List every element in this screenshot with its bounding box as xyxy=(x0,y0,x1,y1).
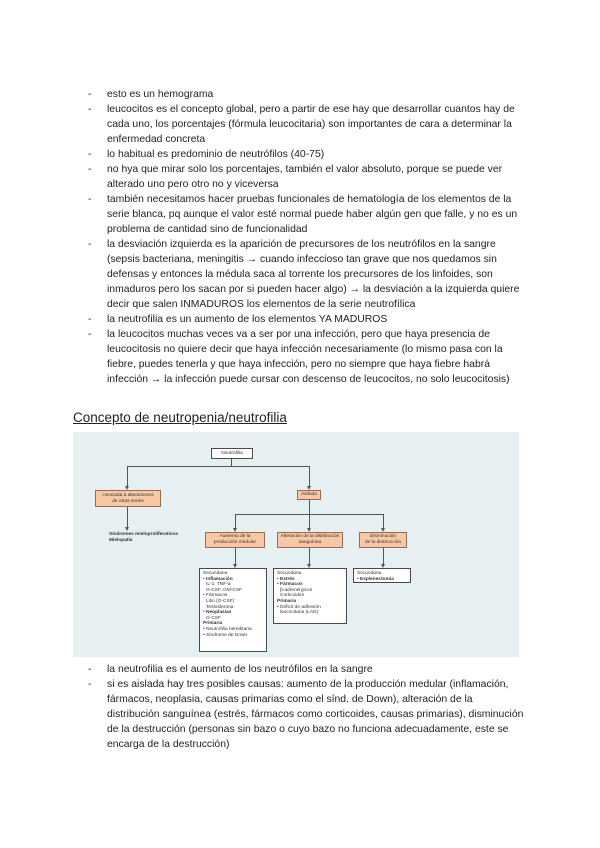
neutrophilia-flowchart xyxy=(73,432,519,657)
note-item: - la leucocitos muchas veces va a ser por una infección, pero que haya presencia de leucocitosis no quiere decir que haya infección necesariamente (lo mismo pasa con la fiebre, puedes tenerla y que haya infección, pero no siempre que haya fiebre habrá infección → la infección puede cursar con descenso de leucocitos, no solo leucocitosis) xyxy=(88,327,524,387)
detail-line: β-adrenérgicos xyxy=(280,587,313,593)
connector-line xyxy=(235,548,236,564)
connector-line xyxy=(309,466,310,486)
note-item: - si es aislada hay tres posibles causas: aumento de la producción medular (inflamación, fármacos, neoplasia, causas primarias como el sínd. de Down), alteración de la distribución sanguínea (estrés, fármacos como corticoides, causas primarias), disminución de la destrucción (personas sin bazo o cuyo bazo no funciona adecuadamente, este se encarga de la destrucción) xyxy=(88,677,524,752)
detail-line: leucocitaria (LAD) xyxy=(280,610,319,616)
box-label: Aumento de la xyxy=(219,534,251,540)
left-branch-box xyxy=(95,490,161,507)
connector-line xyxy=(231,458,232,466)
detail-box-distribution xyxy=(273,568,347,624)
detail-line: Corticoides xyxy=(280,593,304,599)
box-label: Asociada a alteraciones xyxy=(102,492,154,498)
detail-line: • Inflamación xyxy=(203,576,233,582)
box-label: de la destrucción xyxy=(364,540,402,545)
box-label: Mielopatía xyxy=(109,538,133,543)
note-item: - también necesitamos hacer pruebas funcionales de hematología de los elementos de la serie blanca, pq aunque el valor esté normal puede haber algún gen que falle, y no es un problema de cantidad sino de funcionalidad xyxy=(88,192,524,237)
note-item: - leucocitos es el concepto global, pero a partir de ese hay que desarrollar cuantos hay de cada uno, los porcentajes (fórmula leucocitaria) son importantes de cara a determinar la enfermedad concreta xyxy=(88,102,524,147)
box-label: Disminución xyxy=(369,534,397,540)
detail-line: G-CSF, GM-CSF xyxy=(206,587,242,593)
notes-list-top xyxy=(88,87,524,387)
box-label: Síndromes mieloproliferativos xyxy=(109,532,179,538)
detail-line: G-CSF xyxy=(206,615,221,621)
detail-line: • Neutrofilia hereditaria xyxy=(203,626,252,632)
detail-line: • Fármacos xyxy=(203,593,228,599)
connector-line xyxy=(383,514,384,528)
detail-line: Testosterona xyxy=(206,604,234,610)
connector-line xyxy=(309,548,310,564)
box-label: Alteración de la distribución xyxy=(280,534,340,540)
detail-box-destruction xyxy=(353,568,411,583)
left-result-box xyxy=(107,531,181,545)
cause-box-production xyxy=(205,532,265,548)
connector-line xyxy=(309,514,310,528)
detail-line: • Estrés xyxy=(277,576,295,582)
note-item: - no hya que mirar solo los porcentajes, también el valor absoluto, porque se puede ver alterado uno pero otro no y viceversa xyxy=(88,162,524,192)
detail-line: Litio (G-CSF) xyxy=(206,598,235,604)
detail-line: IL-1, TNF-α xyxy=(206,582,231,588)
detail-line: Primaria xyxy=(203,621,223,627)
right-branch-box xyxy=(297,490,321,500)
connector-line xyxy=(309,500,310,514)
detail-box-production xyxy=(199,568,267,652)
note-item: - la neutrofilia es el aumento de los neutrófilos en la sangre xyxy=(88,662,524,677)
detail-line: • Esplenectomía xyxy=(357,576,394,582)
note-item: - esto es un hemograma xyxy=(88,87,524,102)
detail-line: • Neoplasias xyxy=(203,610,232,616)
detail-line: • Fármacos xyxy=(277,582,303,588)
detail-line: • Síndrome de Down xyxy=(203,632,248,638)
note-item: - lo habitual es predominio de neutrófilos (40-75) xyxy=(88,147,524,162)
detail-line: Secundaria xyxy=(277,571,302,576)
box-label: Aislada xyxy=(301,492,317,498)
root-label: Neutrofilia xyxy=(221,450,243,456)
detail-line: Secundaria xyxy=(203,571,228,576)
note-item: - la desviación izquierda es la aparición de precursores de los neutrófilos en la sangre (sepsis bacteriana, meningitis → cuando infeccioso tan grave que nos quedamos sin defensas y entonces la médula saca al torrente los precursores de los linfoides, son inmaduros pero los sacan por si pueden hacer algo) → la desviación a la izquierda quiere decir que salen INMADUROS los elementos de la serie neutrofílica xyxy=(88,237,524,312)
root-box xyxy=(211,448,253,459)
connector-line xyxy=(127,466,309,467)
note-item: - la neutrofilia es un aumento de los elementos YA MADUROS xyxy=(88,312,524,327)
connector-line xyxy=(235,514,236,528)
connector-line xyxy=(127,466,128,486)
cause-box-distribution xyxy=(277,532,343,548)
connector-line xyxy=(127,507,128,527)
detail-line: • Déficit de adhesión xyxy=(277,604,321,610)
detail-line: Secundaria xyxy=(357,571,382,576)
section-title: Concepto de neutropenia/neutrofilia xyxy=(73,410,287,425)
connector-line xyxy=(383,548,384,564)
box-label: sanguínea xyxy=(298,540,322,545)
cause-box-destruction xyxy=(359,532,407,548)
detail-line: Primaria xyxy=(277,598,297,604)
notes-list-bottom xyxy=(88,662,524,752)
box-label: de otras series xyxy=(112,498,144,504)
box-label: producción medular xyxy=(213,540,257,545)
